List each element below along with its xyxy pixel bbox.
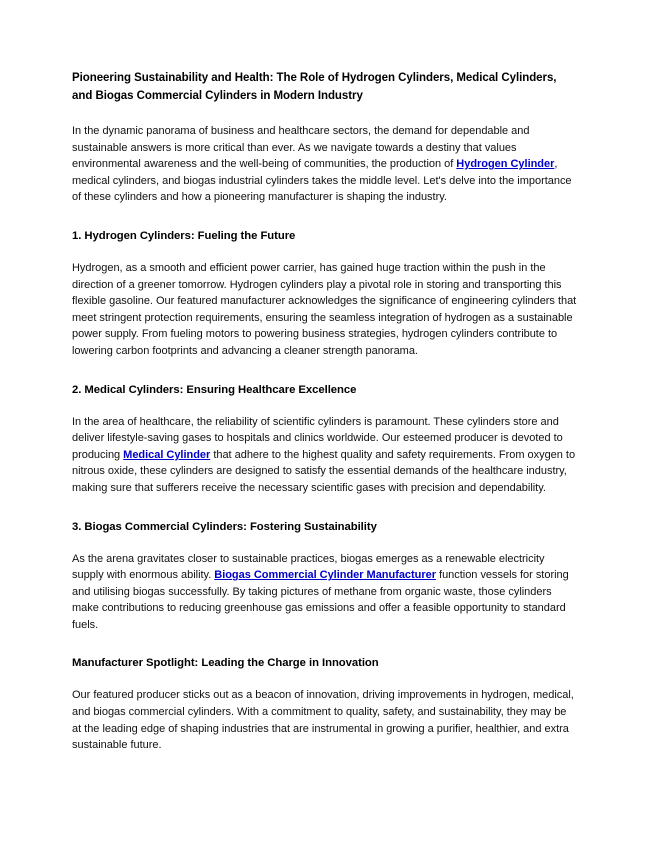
biogas-text-after-link: function vessels for storing and utilising biogas successfully. By taking pictures of methane from organic waste, those cylinders make contributions to reducing greenhouse gas emissions and offer a feasible opportunity to standard fuels. — [72, 569, 569, 631]
section-heading-manufacturer-spotlight: Manufacturer Spotlight: Leading the Charge in Innovation — [72, 657, 379, 670]
page-title: Pioneering Sustainability and Health: The Role of Hydrogen Cylinders, Medical Cylinders, and Biogas Commercial Cylinders in Modern Industry — [72, 72, 557, 102]
intro-paragraph — [72, 123, 578, 206]
section-paragraph-biogas — [72, 551, 578, 634]
section-paragraph-manufacturer-spotlight — [72, 687, 578, 753]
intro-text-before-link: In the dynamic panorama of business and healthcare sectors, the demand for dependable and sustainable answers is more critical than ever. As we navigate towards a destiny that values environmental awareness and the well-being of communities, the production of — [72, 125, 530, 171]
document-body — [72, 70, 578, 754]
section-heading-hydrogen: 1. Hydrogen Cylinders: Fueling the Future — [72, 229, 296, 242]
medical-text-before-link: In the area of healthcare, the reliability of scientific cylinders is paramount. These cylinders store and deliver lifestyle-saving gases to hospitals and clinics worldwide. Our esteemed producer is devoted to producing — [72, 415, 563, 461]
spotlight-text-before-link: Our featured producer sticks out as a beacon of innovation, driving improvements in hydrogen, medical, and biogas commercial cylinders. With a commitment to quality, safety, and sustainability, they may be at the leading edge of shaping industries that are instrumental in growing a purifier, healthier, and extra sustainable future. — [72, 689, 574, 752]
hydrogen-cylinder-link[interactable]: Hydrogen Cylinder — [456, 158, 555, 171]
biogas-commercial-cylinder-manufacturer-link[interactable]: Biogas Commercial Cylinder Manufacturer — [214, 569, 436, 582]
section-paragraph-hydrogen — [72, 260, 578, 360]
medical-text-after-link: that adhere to the highest quality and safety requirements. From oxygen to nitrous oxide, these cylinders are designed to satisfy the essential demands of the healthcare industry, making sure that sufferers receive the necessary scientific gases with precision and dependability. — [72, 448, 576, 494]
intro-text-after-link: , medical cylinders, and biogas industrial cylinders takes the middle level. Let's delve into the importance of these cylinders and how a pioneering manufacturer is shaping the industry. — [72, 158, 572, 204]
hydrogen-text-before-link: Hydrogen, as a smooth and efficient power carrier, has gained huge traction within the push in the direction of a greener tomorrow. Hydrogen cylinders play a pivotal role in storing and transporting this flexible gasoline. Our featured manufacturer acknowledges the significance of engineering cylinders that meet stringent protection requirements, ensuring the seamless integration of hydrogen as a sustainable power supply. From fueling motors to powering business strategies, hydrogen cylinders contribute to lowering carbon footprints and advancing a cleaner strength panorama. — [72, 261, 577, 357]
section-heading-medical: 2. Medical Cylinders: Ensuring Healthcare Excellence — [72, 383, 357, 396]
biogas-text-before-link: As the arena gravitates closer to sustainable practices, biogas emerges as a renewable electricity supply with enormous ability. — [72, 552, 545, 582]
section-paragraph-medical — [72, 414, 578, 497]
section-heading-biogas: 3. Biogas Commercial Cylinders: Fostering Sustainability — [72, 520, 377, 533]
medical-cylinder-link[interactable]: Medical Cylinder — [123, 448, 211, 461]
